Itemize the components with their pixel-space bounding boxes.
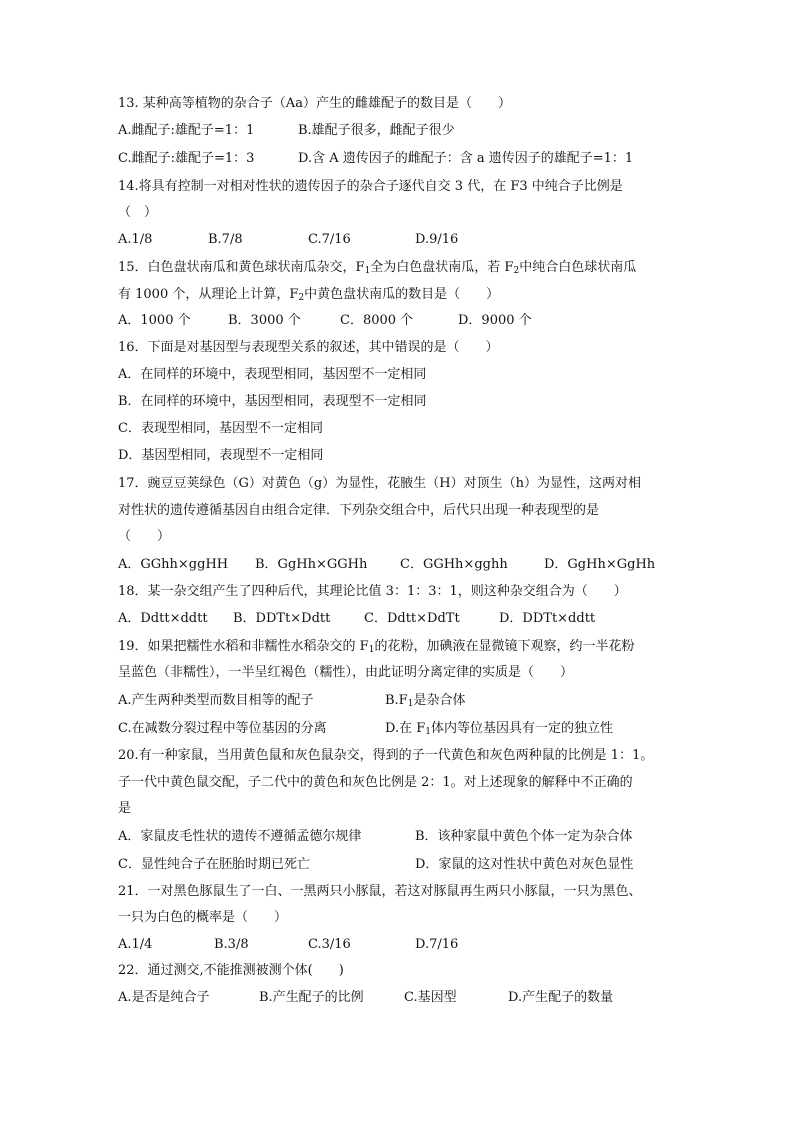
q19-b-text-1: B.F bbox=[385, 693, 408, 708]
option-a: A．1000 个 bbox=[118, 313, 191, 328]
option-b: B．DDTt×Ddtt bbox=[233, 611, 331, 626]
option-c: C．Ddtt×DdTt bbox=[364, 611, 460, 626]
q19-text-2: 的花粉，加碘液在显微镜下观察，约一半花粉 bbox=[374, 639, 635, 654]
question-17-stem-line2: 对性状的遗传遵循基因自由组合定律．下列杂交组合中，后代只出现一种表现型的是 bbox=[118, 503, 600, 518]
option-b: B．3000 个 bbox=[228, 313, 301, 328]
option-a: A.是否是纯合子 bbox=[118, 990, 210, 1005]
option-a: A.雌配子:雄配子=1：1 bbox=[118, 123, 255, 138]
question-20-stem-line3: 是 bbox=[118, 801, 132, 816]
option-c: C.雌配子:雄配子=1：3 bbox=[118, 151, 255, 166]
option-c: C．8000 个 bbox=[340, 313, 414, 328]
option-d: D．9000 个 bbox=[458, 313, 532, 328]
option-d: D．家鼠的这对性状中黄色对灰色显性 bbox=[415, 857, 634, 872]
question-22-stem: 22．通过测交,不能推测被测个体( ) bbox=[118, 963, 344, 978]
q15-sub-2: 2 bbox=[513, 266, 520, 276]
option-b: B．GgHh×GGHh bbox=[255, 557, 368, 572]
q19-text-1: 19．如果把糯性水稻和非糯性水稻杂交的 F bbox=[118, 639, 369, 654]
question-14-stem: 14.将具有控制一对相对性状的遗传因子的杂合子逐代自交 3 代，在 F3 中纯合子比例是 bbox=[118, 179, 623, 194]
option-b: B．该种家鼠中黄色个体一定为杂合体 bbox=[415, 829, 633, 844]
option-d bbox=[385, 718, 613, 740]
option-a: A.1/8 bbox=[118, 232, 153, 247]
question-15-stem-line2 bbox=[118, 284, 694, 306]
q15-text-4: 有 1000 个，从理论上计算，F bbox=[118, 287, 299, 302]
option-a: A．家鼠皮毛性状的遗传不遵循孟德尔规律 bbox=[118, 829, 362, 844]
option-a: A．Ddtt×ddtt bbox=[118, 611, 208, 626]
question-16-option-b: B．在同样的环境中，基因型相同，表现型不一定相同 bbox=[118, 394, 427, 409]
option-c: C.7/16 bbox=[308, 232, 351, 247]
question-19-stem-line1 bbox=[118, 636, 694, 658]
question-16-option-d: D．基因型相同，表现型不一定相同 bbox=[118, 448, 324, 463]
question-21-stem-line2: 一只为白色的概率是（ ） bbox=[118, 910, 288, 925]
option-d: D.含 A 遗传因子的雌配子：含 a 遗传因子的雄配子=1：1 bbox=[298, 151, 634, 166]
q15-text-3: 中纯合白色球状南瓜 bbox=[519, 260, 637, 275]
option-b: B.雄配子很多，雌配子很少 bbox=[298, 123, 455, 138]
question-16-stem: 16．下面是对基因型与表现型关系的叙述，其中错误的是（ ） bbox=[118, 340, 499, 355]
option-c: C．显性纯合子在胚胎时期已死亡 bbox=[118, 857, 310, 872]
option-d: D．GgHh×GgHh bbox=[544, 557, 656, 572]
q19-d-text-2: 体内等位基因具有一定的独立性 bbox=[430, 721, 613, 736]
q19-d-text-1: D.在 F bbox=[385, 721, 426, 736]
option-d: D.9/16 bbox=[415, 232, 459, 247]
option-d: D．DDTt×ddtt bbox=[499, 611, 596, 626]
question-17-stem-line1: 17．豌豆豆荚绿色（G）对黄色（g）为显性，花腋生（H）对顶生（h）为显性，这两对相 bbox=[118, 476, 641, 491]
option-a: A.产生两种类型而数目相等的配子 bbox=[118, 693, 314, 708]
option-c: C．GGHh×gghh bbox=[400, 557, 508, 572]
option-b: B.3/8 bbox=[214, 937, 249, 952]
q19-b-sub: 1 bbox=[407, 699, 414, 709]
option-c: C.在减数分裂过程中等位基因的分离 bbox=[118, 721, 327, 736]
option-c: C.基因型 bbox=[404, 990, 457, 1005]
option-a: A.1/4 bbox=[118, 937, 153, 952]
option-d: D.产生配子的数量 bbox=[508, 990, 614, 1005]
question-16-option-c: C．表现型相同，基因型不一定相同 bbox=[118, 421, 323, 436]
question-18-stem: 18．某一杂交组产生了四种后代，其理论比值 3：1：3：1，则这种杂交组合为（ ） bbox=[118, 584, 627, 599]
question-15-stem-line1 bbox=[118, 257, 694, 279]
q15-text-1: 15．白色盘状南瓜和黄色球状南瓜杂交，F bbox=[118, 260, 365, 275]
q15-sub-1: 1 bbox=[364, 266, 371, 276]
option-b: B.产生配子的比例 bbox=[259, 990, 364, 1005]
q15-text-5: 中黄色盘状南瓜的数目是（ ） bbox=[304, 287, 500, 302]
option-b: B.7/8 bbox=[208, 232, 243, 247]
option-d: D.7/16 bbox=[415, 937, 459, 952]
question-16-option-a: A．在同样的环境中，表现型相同，基因型不一定相同 bbox=[118, 367, 427, 382]
option-a: A．GGhh×ggHH bbox=[118, 557, 229, 572]
question-21-stem-line1: 21．一对黑色豚鼠生了一白、一黑两只小豚鼠，若这对豚鼠再生两只小豚鼠，一只为黑色、 bbox=[118, 884, 642, 899]
question-14-blank: （ ） bbox=[118, 205, 158, 220]
question-20-stem-line1: 20.有一种家鼠，当用黄色鼠和灰色鼠杂交，得到的子一代黄色和灰色两种鼠的比例是 1：1。 bbox=[118, 748, 654, 763]
q19-b-text-2: 是杂合体 bbox=[413, 693, 466, 708]
q19-sub-1: 1 bbox=[368, 645, 375, 655]
question-13-stem: 13. 某种高等植物的杂合子（Aa）产生的雌雄配子的数目是（ ） bbox=[118, 96, 511, 111]
q19-d-sub: 1 bbox=[425, 727, 431, 737]
question-17-blank: （ ） bbox=[118, 529, 171, 544]
q15-sub-3: 2 bbox=[298, 293, 305, 303]
q15-text-2: 全为白色盘状南瓜，若 F bbox=[370, 260, 514, 275]
question-19-stem-line2: 呈蓝色（非糯性），一半呈红褐色（糯性），由此证明分离定律的实质是（ ） bbox=[118, 665, 574, 680]
option-b bbox=[385, 690, 465, 712]
question-20-stem-line2: 子一代中黄色鼠交配，子二代中的黄色和灰色比例是 2：1。对上述现象的解释中不正确的 bbox=[118, 775, 633, 790]
option-c: C.3/16 bbox=[308, 937, 351, 952]
